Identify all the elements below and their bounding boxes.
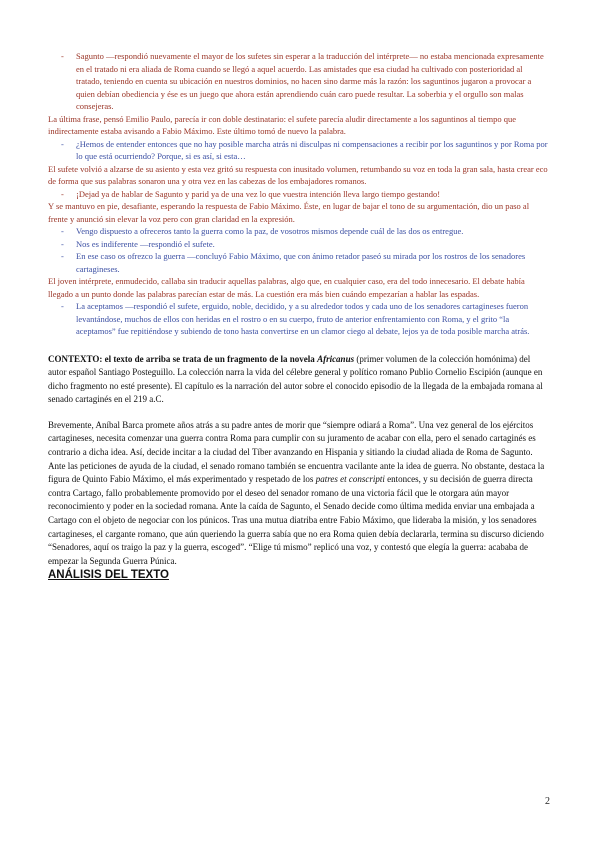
context-paragraph	[48, 353, 550, 407]
bullet-dash: -	[61, 251, 64, 261]
bullet-dash: -	[61, 188, 64, 199]
dialog-list	[48, 300, 550, 338]
dialog-list	[48, 188, 550, 201]
dialog-item	[48, 300, 550, 338]
document-content	[48, 50, 550, 582]
dialog-text: Sagunto —respondió nuevamente el mayor de los sufetes sin esperar a la traducción del intérprete— no estaba mencionada expresamente en el tratado ni era aliada de Roma cuando se llegó a aquel acuerdo. Las amistades que esa ciudad ha cultivado con posterioridad al tratado, teniendo en cuenta su ubicación en nuestros dominios, no hacen sino darme más la razón: los saguntinos jugaron a provocar a quien debían obediencia y ése es un juego que ahora están aprendiendo cuán caro puede resultar. La soberbia y el orgullo son malas consejeras.	[76, 51, 544, 111]
narration-paragraph: El joven intérprete, enmudecido, callaba sin traducir aquellas palabras, algo que, en cualquier caso, era del todo innecesario. El debate había llegado a un punto donde las palabras parecían estar de más. La cuestión era más bien cuándo empezarían a hablar las espadas.	[48, 276, 525, 299]
page-number: 2	[545, 796, 550, 807]
context-body: (primer volumen de la colección homónima) del autor español Santiago Posteguillo. La colección narra la vida del célebre general y político romano Publio Cornelio Escipión (aunque en dicho fragmento no esté presente). El capítulo es la narración del autor sobre el conocido episodio de la llegada de la embajada romana al senado cartaginés en el 219 a.C.	[48, 353, 543, 405]
summary-section	[48, 419, 550, 583]
narration-paragraph: El sufete volvió a alzarse de su asiento y esta vez gritó su respuesta con inusitado volumen, retumbando su voz en toda la gran sala, hasta crear eco de forma que sus palabras sonaron una y otra vez en las cabezas de los embajadores romanos.	[48, 163, 548, 186]
dialog-item	[48, 225, 550, 238]
summary-text: Ante las peticiones de ayuda de la ciudad, el senado romano también se encuentra vacilante ante la idea de guerra. No obstante, destaca la figura de Quinto Fabio Máximo, el más experimentado y respetado de los	[48, 460, 545, 485]
bullet-dash: -	[61, 301, 64, 311]
section-heading: ANÁLISIS DEL TEXTO	[48, 569, 169, 582]
narration-paragraph: La última frase, pensó Emilio Paulo, parecía ir con doble destinatario: el sufete parecía aludir directamente a los saguntinos al tiempo que indirectamente estaba avisando a Fabio Máximo. Este último tomó de nuevo la palabra.	[48, 113, 517, 136]
dialog-item	[48, 238, 550, 251]
dialog-text: Vengo dispuesto a ofreceros tanto la guerra como la paz, de vosotros mismos depende cuál de las dos os entregue.	[76, 226, 464, 236]
summary-paragraph	[48, 460, 550, 569]
dialog-text: ¿Hemos de entender entonces que no hay posible marcha atrás ni disculpas ni compensaciones a recibir por los saguntinos y por Roma por lo que está ocurriendo? Porque, si es así, si esta…	[76, 138, 548, 161]
novel-title: Africanus	[317, 353, 355, 364]
dialog-text: Nos es indiferente —respondió el sufete.	[76, 238, 215, 249]
dialog-item	[48, 138, 550, 163]
narration-paragraph: Y se mantuvo en pie, desafiante, esperando la respuesta de Fabio Máximo. Éste, en lugar de bajar el tono de su argumentación, dio un paso al frente y anunció sin elevar la voz pero con gran claridad en la expresión.	[48, 201, 530, 224]
dialog-list	[48, 225, 550, 275]
dialog-text: En ese caso os ofrezco la guerra —concluyó Fabio Máximo, que con ánimo retador paseó su mirada por los rostros de los senadores cartagineses.	[76, 251, 526, 274]
summary-paragraph: Brevemente, Aníbal Barca promete años atrás a su padre antes de morir que “siempre odiará a Roma”. Una vez general de los ejércitos cartagineses, necesita comenzar una guerra contra Roma para cumplir con su juramento de acabar con ella, pero el senado cartaginés es contrario a dicha idea. Así, decide incitar a la ciudad del Tíber avanzando en Hispania y sitiando la ciudad aliada de Roma de Sagunto.	[48, 419, 536, 458]
dialog-item	[48, 50, 550, 113]
context-intro: el texto de arriba se trata de un fragmento de la novela	[102, 353, 318, 364]
bullet-dash: -	[61, 51, 64, 61]
dialog-list	[48, 138, 550, 163]
bullet-dash: -	[61, 226, 64, 236]
dialog-text: La aceptamos —respondió el sufete, erguido, noble, decidido, y a su alrededor todos y cada uno de los senadores cartagineses fueron levantándose, muchos de ellos con heridas en el rostro o en su cuerpo, fruto de anterior enfrentamiento con Roma, y el grito “la aceptamos” fue repitiéndose y subiendo de tono hasta convertirse en un clamor ciego al debate, lejos ya de toda posible marcha atrás.	[76, 301, 530, 336]
dialog-item	[48, 188, 550, 201]
summary-text: entonces, y su decisión de guerra directa contra Cartago, fallo probablemente promovido por el deseo del senador romano de una victoria fácil que le otorgara aún mayor reconocimiento y poder en la sociedad romana. Ante la caída de Sagunto, el Senado decide como última medida enviar una embajada a Cartago con el objeto de negociar con los púnicos. Tras una mutua diatriba entre Fabio Máximo, que lideraba la misión, y los senadores cartagineses, el cargante romano, que aún queriendo la guerra sabía que no era Roma quien debía declararla, termina su discurso diciendo “Senadores, aquí os traigo la paz y la guerra, escoged”. “Elige tú mismo” replicó una voz, y contestó que elegía la guerra: acababa de empezar la Segunda Guerra Púnica.	[48, 474, 544, 566]
bullet-dash: -	[61, 138, 64, 149]
latin-phrase: patres et conscripti	[315, 474, 385, 485]
dialog-list	[48, 50, 550, 113]
bullet-dash: -	[61, 238, 64, 249]
dialog-item	[48, 250, 550, 275]
context-label: CONTEXTO:	[48, 353, 103, 364]
dialog-text: ¡Dejad ya de hablar de Sagunto y parid ya de una vez lo que vuestra intención lleva largo tiempo gestando!	[76, 188, 441, 199]
